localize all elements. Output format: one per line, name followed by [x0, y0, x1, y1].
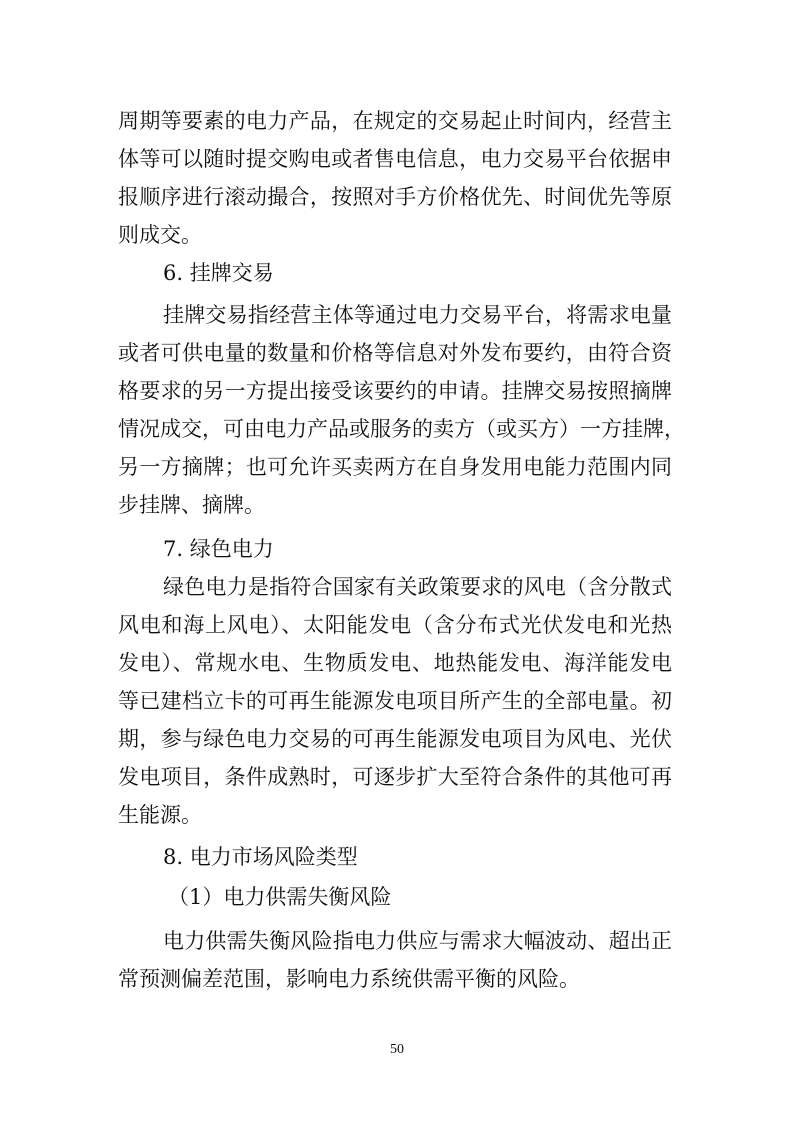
- paragraph-line: 体等可以随时提交购电或者售电信息，电力交易平台依据申: [118, 147, 672, 171]
- paragraph-line: 另一方摘牌；也可允许买卖两方在自身发用电能力范围内同: [118, 455, 672, 479]
- paragraph-line: 或者可供电量的数量和价格等信息对外发布要约，由符合资: [118, 341, 672, 365]
- section-heading-6: 6. 挂牌交易: [163, 261, 274, 285]
- paragraph-line: 则成交。: [118, 223, 202, 247]
- paragraph-line: 生能源。: [118, 803, 202, 827]
- paragraph-line: 期，参与绿色电力交易的可再生能源发电项目为风电、光伏: [118, 727, 672, 751]
- paragraph-line: 发电）、常规水电、生物质发电、地热能发电、海洋能发电: [118, 651, 672, 675]
- paragraph-line: 等已建档立卡的可再生能源发电项目所产生的全部电量。初: [118, 689, 672, 713]
- paragraph-line: 绿色电力是指符合国家有关政策要求的风电（含分散式: [163, 575, 672, 599]
- subsection-heading-8-1: （1）电力供需失衡风险: [168, 885, 392, 909]
- page-number: 50: [390, 1042, 404, 1057]
- paragraph-line: 常预测偏差范围，影响电力系统供需平衡的风险。: [118, 967, 580, 991]
- paragraph-line: 电力供需失衡风险指电力供应与需求大幅波动、超出正: [163, 929, 672, 953]
- paragraph-line: 发电项目，条件成熟时，可逐步扩大至符合条件的其他可再: [118, 765, 672, 789]
- paragraph-line: 步挂牌、摘牌。: [118, 493, 265, 517]
- paragraph-line: 挂牌交易指经营主体等通过电力交易平台，将需求电量: [163, 303, 672, 327]
- paragraph-line: 报顺序进行滚动撮合，按照对手方价格优先、时间优先等原: [118, 185, 672, 209]
- paragraph-line: 周期等要素的电力产品，在规定的交易起止时间内，经营主: [118, 109, 672, 133]
- section-heading-7: 7. 绿色电力: [163, 537, 274, 561]
- section-heading-8: 8. 电力市场风险类型: [163, 845, 358, 869]
- paragraph-line: 风电和海上风电）、太阳能发电（含分布式光伏发电和光热: [118, 613, 672, 637]
- paragraph-line: 格要求的另一方提出接受该要约的申请。挂牌交易按照摘牌: [118, 379, 672, 403]
- paragraph-line: 情况成交，可由电力产品或服务的卖方（或买方）一方挂牌，: [118, 417, 685, 441]
